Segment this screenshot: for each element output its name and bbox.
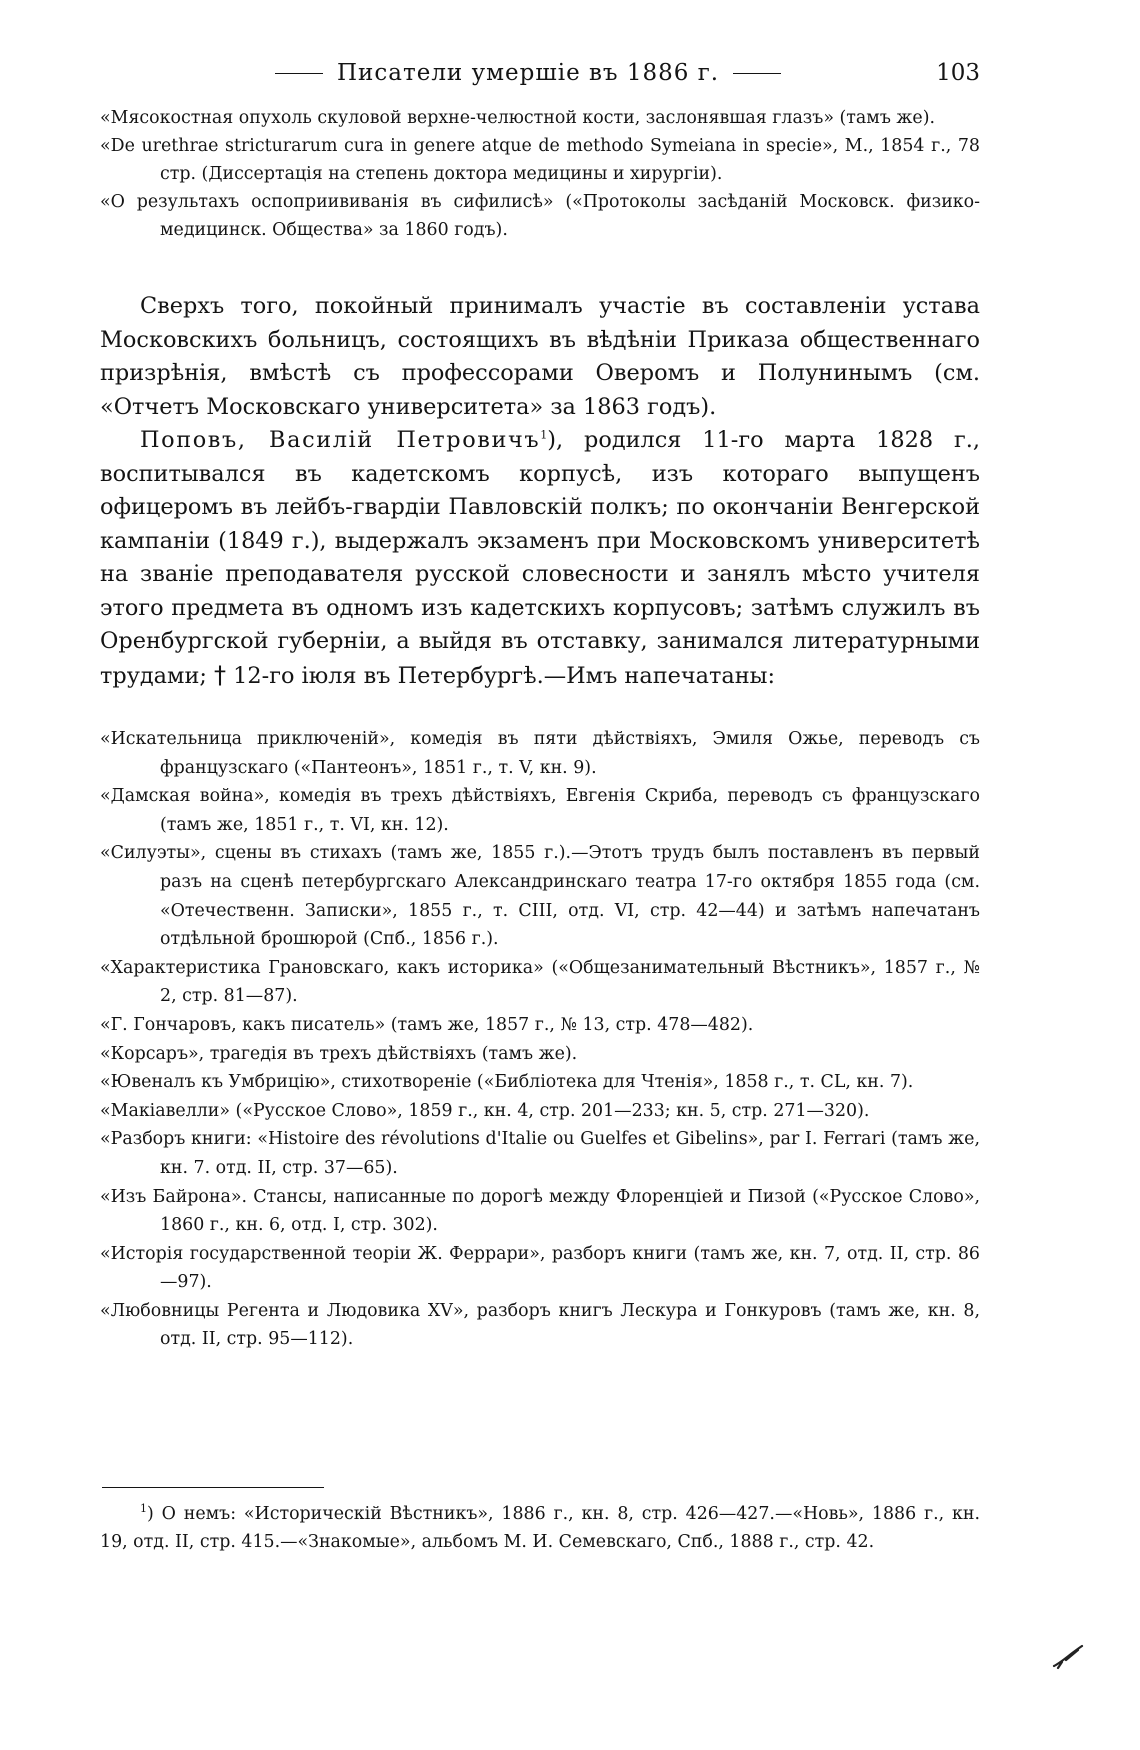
bibliography-entry: «Изъ Байрона». Стансы, написанные по дорогѣ между Флоренціей и Пизой («Русское Слово», 1860 г., кн. 6, отд. I, стр. 302). (100, 1186, 980, 1236)
bibliography-entry: «Ювеналъ къ Умбрицію», стихотвореніе («Библіотека для Чтенія», 1858 г., т. CL, кн. 7). (100, 1072, 914, 1093)
bibliography-entry: «Разборъ книги: «Histoire des révolutions d'Italie ou Guelfes et Gibelins», par I. Ferrari (тамъ же, кн. 7. отд. II, стр. 37—65). (100, 1129, 980, 1178)
footnote (100, 1500, 980, 1556)
bibliography-entry: «Исторія государственной теоріи Ж. Феррари», разборъ книги (тамъ же, кн. 7, отд. II, стр. 86—97). (100, 1243, 980, 1293)
bibliography-entry: «Мясокостная опухоль скуловой верхне-челюстной кости, заслонявшая глазъ» (тамъ же). (100, 108, 936, 128)
bibliography-list-top (100, 104, 980, 244)
running-header (100, 56, 980, 96)
pencil-mark-icon (1052, 1640, 1092, 1670)
bibliography-entry: «Дамская война», комедія въ трехъ дѣйствіяхъ, Евгенія Скриба, переводъ съ французскаго (тамъ же, 1851 г., т. VI, кн. 12). (100, 786, 980, 835)
paragraph-biography-popov (100, 424, 980, 693)
bibliography-entry: «Искательница приключеній», комедія въ пяти дѣйствіяхъ, Эмиля Ожье, переводъ съ французскаго («Пантеонъ», 1851 г., т. V, кн. 9). (100, 729, 980, 778)
biography-name: Поповъ, Василій Петровичъ (140, 427, 541, 453)
bibliography-entry: «Корсаръ», трагедія въ трехъ дѣйствіяхъ (тамъ же). (100, 1043, 578, 1064)
header-dash-left (275, 73, 323, 74)
footnote-text: ) О немъ: «Историческій Вѣстникъ», 1886 г., кн. 8, стр. 426—427.—«Новь», 1886 г., кн. 19, отд. II, стр. 415.—«Знакомые», альбомъ М. И. Семевскаго, Спб., 1888 г., стр. 42. (100, 1504, 980, 1552)
bibliography-entry: «Г. Гончаровъ, какъ писатель» (тамъ же, 1857 г., № 13, стр. 478—482). (100, 1014, 754, 1035)
header-dash-right (733, 73, 781, 74)
death-cross-icon: † (214, 660, 227, 689)
page-number: 103 (936, 60, 980, 86)
running-title: Писатели умершіе въ 1886 г. (337, 60, 720, 86)
footnote-divider (102, 1487, 324, 1488)
footnote-reference: 1 (540, 428, 548, 442)
footnote-mark: 1 (140, 1502, 147, 1516)
running-title-group (275, 60, 781, 86)
bibliography-entry: «Характеристика Грановскаго, какъ историка» («Общезанимательный Вѣстникъ», 1857 г., № 2, стр. 81—87). (100, 957, 980, 1007)
bibliography-entry: «Любовницы Регента и Людовика XV», разборъ книгъ Лескура и Гонкуровъ (тамъ же, кн. 8, отд. II, стр. 95—112). (100, 1300, 980, 1350)
main-text (100, 290, 980, 693)
bibliography-entry: «Макіавелли» («Русское Слово», 1859 г., кн. 4, стр. 201—233; кн. 5, стр. 271—320). (100, 1100, 870, 1121)
bibliography-entry: «De urethrae stricturarum cura in genere atque de methodo Symeiana in specie», М., 1854 г., 78 стр. (Диссертація на степень доктора медицины и хирургіи). (100, 136, 980, 184)
biography-text-a: ), родился 11-го марта 1828 г., воспитывался въ кадетскомъ корпусѣ, изъ котораго выпущенъ офицеромъ въ лейбъ-гвардіи Павловскій полкъ; по окончаніи Венгерской кампаніи (1849 г.), выдержалъ экзаменъ при Московскомъ университетѣ на званіе преподавателя русской словесности и занялъ мѣсто учителя этого предмета въ одномъ изъ кадетскихъ корпусовъ; затѣмъ служилъ въ Оренбургской губерніи, а выйдя въ отставку, занимался литературными трудами; (100, 427, 981, 689)
paragraph-additional-work: Сверхъ того, покойный принималъ участіе въ составленіи устава Московскихъ больницъ, состоящихъ въ вѣдѣніи Приказа общественнаго призрѣнія, вмѣстѣ съ профессорами Оверомъ и Полунинымъ (см. «Отчетъ Московскаго университета» за 1863 годъ). (100, 293, 980, 420)
bibliography-entry: «Силуэты», сцены въ стихахъ (тамъ же, 1855 г.).—Этотъ трудъ былъ поставленъ въ первый разъ на сценѣ петербургскаго Александринскаго театра 17-го октября 1855 года (см. «Отечественн. Записки», 1855 г., т. CIII, отд. VI, стр. 42—44) и затѣмъ напечатанъ отдѣльной брошюрой (Спб., 1856 г.). (100, 843, 980, 950)
book-page (100, 0, 980, 1750)
bibliography-list-popov (100, 725, 980, 1354)
biography-text-b: 12-го іюля въ Петербургѣ.—Имъ напечатаны: (233, 662, 776, 689)
bibliography-entry: «О результахъ оспоприививанія въ сифилисѣ» («Протоколы засѣданій Московск. физико-медицинск. Общества» за 1860 годъ). (100, 192, 980, 240)
